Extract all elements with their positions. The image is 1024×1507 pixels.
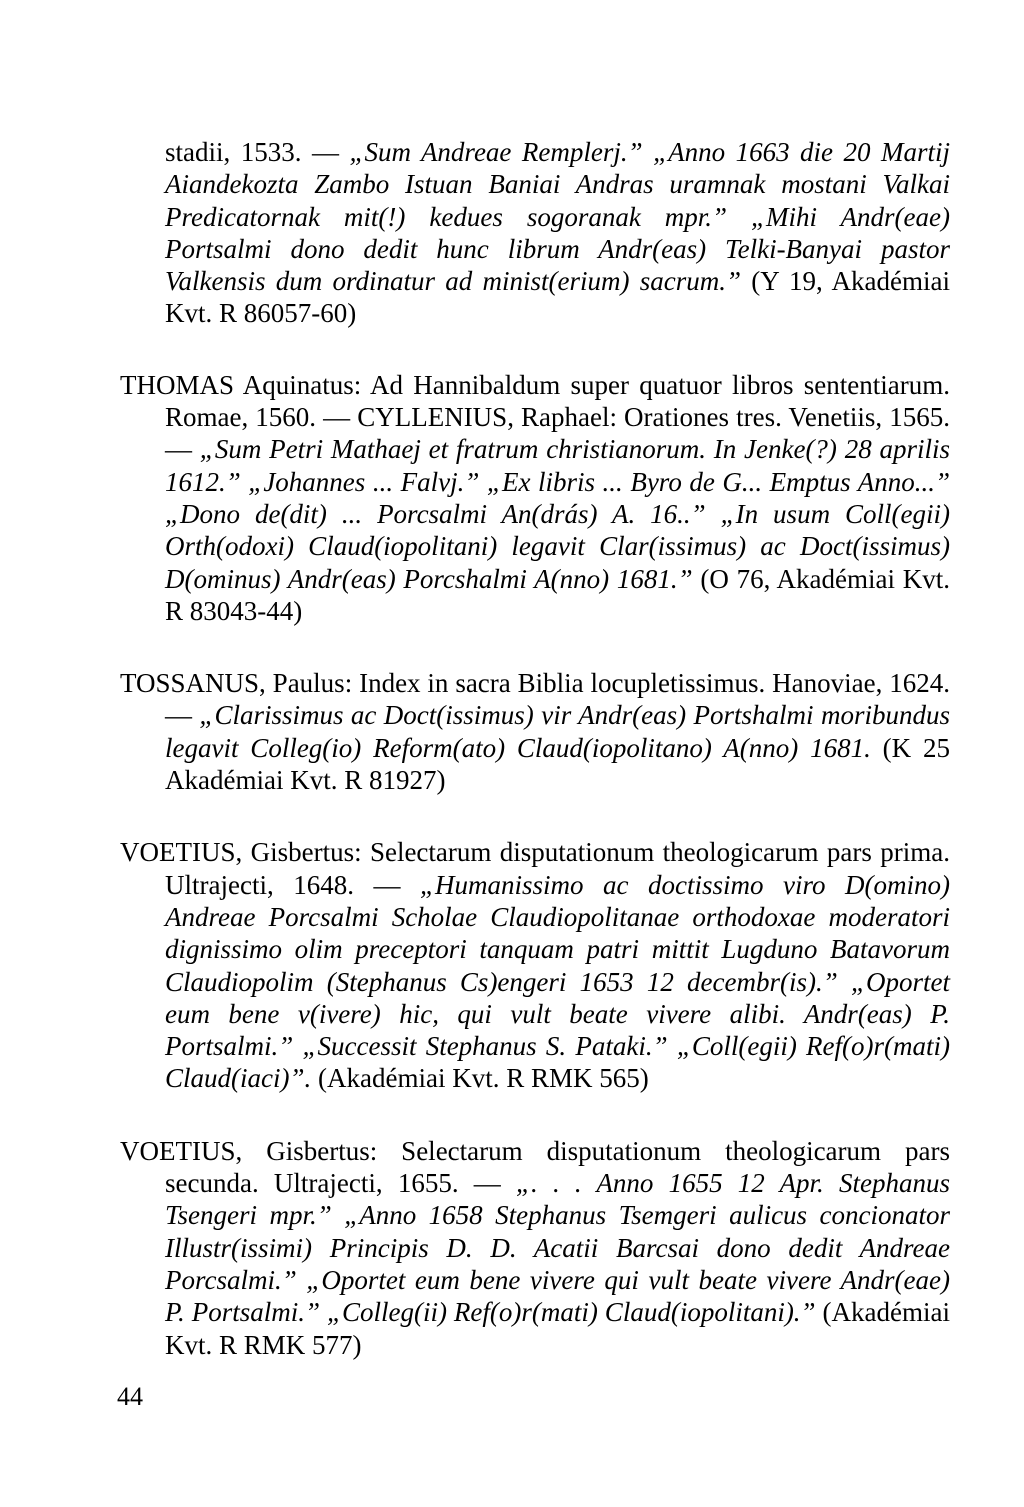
- bibliography-entries: [120, 136, 950, 1401]
- entry-text: TOSSANUS, Paulus: Index in sacra Biblia locupletissimus. Hanoviae, 1624. —: [120, 668, 950, 731]
- entry-location: (O 76, Akadémiai Kvt. R 83043-44): [165, 563, 950, 626]
- bibliography-entry-tossanus: [120, 667, 950, 796]
- entry-inscription: „. . . Anno 1655 12 Apr. Stephanus Tsengeri mpr.” „Anno 1658 Stephanus Tsemgeri aulicus concionator Illustr(issimi) Principis D. D. Acatii Barcsai dono dedit Andreae Porcsalmi.” „Oportet eum bene vivere qui vult beate vivere Andr(eae) P. Portsalmi.” „Colleg(ii) Ref(o)r(mati) Claud(iopolitani).”: [165, 1168, 950, 1328]
- entry-inscription: „Humanissimo ac doctissimo viro D(omino) Andreae Porcsalmi Scholae Claudiopolitanae orthodoxae moderatori dignissimo olim preceptori tanquam patri mittit Lugduno Batavorum Claudiopolim (Stephanus Cs)engeri 1653 12 decembr(is).” „Oportet eum bene v(ivere) hic, qui vult beate vivere alibi. Andr(eas) P. Portsalmi.” „Successit Stephanus S. Pataki.” „Coll(egii) Ref(o)r(mati) Claud(iaci)”.: [165, 869, 950, 1094]
- bibliography-entry-thomas: [120, 369, 950, 627]
- entry-location: (Akadémiai Kvt. R RMK 565): [311, 1063, 649, 1094]
- entry-text: VOETIUS, Gisbertus: Selectarum disputationum theologicarum pars secunda. Ultrajecti, 1655. —: [120, 1135, 950, 1199]
- entry-text: VOETIUS, Gisbertus: Selectarum disputationum theologicarum pars prima. Ultrajecti, 1648. —: [120, 837, 950, 900]
- page-number: 44: [117, 1382, 143, 1411]
- entry-location: (Y 19, Akadémiai Kvt. R 86057-60): [165, 266, 951, 329]
- entry-text: THOMAS Aquinatus: Ad Hannibaldum super quatuor libros sententiarum. Romae, 1560. — CYLLENIUS, Raphael: Orationes tres. Venetiis, 1565. —: [120, 369, 950, 465]
- bibliography-entry-stadii: [120, 136, 950, 330]
- entry-inscription: „Clarissimus ac Doct(issimus) vir Andr(eas) Portshalmi moribundus legavit Colleg(io) Reform(ato) Claud(iopolitano) A(nno) 1681.: [165, 700, 950, 763]
- bibliography-entry-voetius-prima: [120, 836, 950, 1094]
- entry-inscription: „Sum Andreae Remplerj.” „Anno 1663 die 20 Martij Aiandekozta Zambo Istuan Baniai Andras uramnak mostani Valkai Predicatornak mit(!) kedues sogoranak mpr.” „Mihi Andr(eae) Portsalmi dono dedit hunc librum Andr(eas) Telki-Banyai pastor Valkensis dum ordinatur ad minist(erium) sacrum.”: [165, 137, 950, 297]
- bibliography-entry-voetius-secunda: [120, 1135, 950, 1361]
- entry-location: (Akadémiai Kvt. R RMK 577): [165, 1297, 950, 1360]
- entry-inscription: „Sum Petri Mathaej et fratrum christianorum. In Jenke(?) 28 aprilis 1612.” „Johannes ... Falvj.” „Ex libris ... Byro de G... Emptus Anno...” „Dono de(dit) ... Porcsalmi An(drás) A. 16..” „In usum Coll(egii) Orth(odoxi) Claud(iopolitani) legavit Clar(issimus) ac Doct(issimus) D(ominus) Andr(eas) Porcshalmi A(nno) 1681.”: [165, 434, 951, 594]
- entry-text: stadii, 1533. —: [165, 137, 350, 167]
- entry-location: (K 25 Akadémiai Kvt. R 81927): [165, 732, 951, 796]
